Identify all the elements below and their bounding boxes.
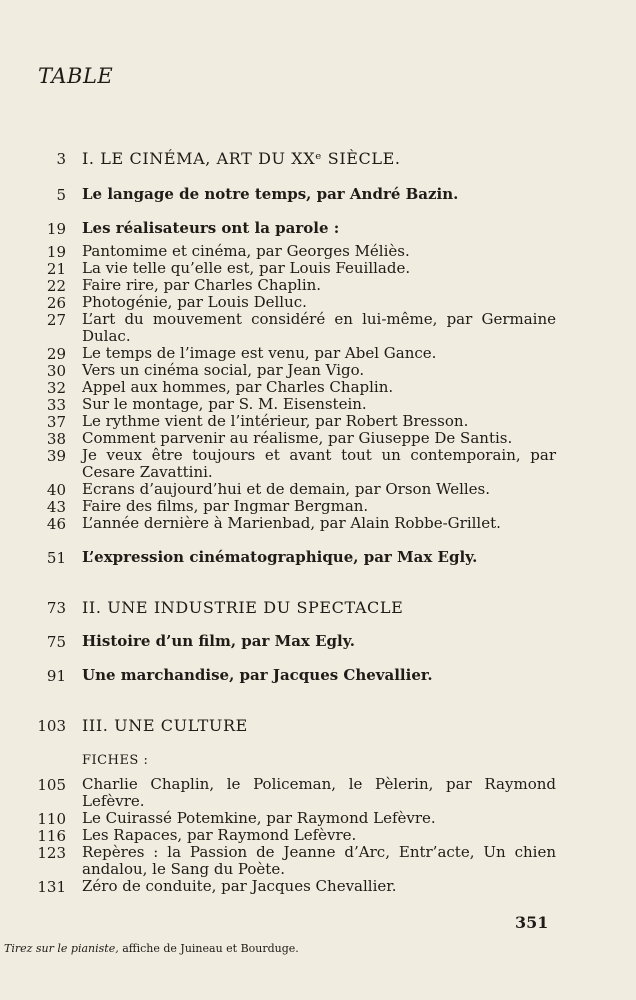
toc-page-number: 19 bbox=[46, 243, 66, 261]
toc-entry-line: L’année dernière à Marienbad, par Alain Robbe-Grillet. bbox=[82, 514, 501, 532]
toc-entry-line: FICHES : bbox=[82, 753, 149, 768]
toc-entry-text bbox=[82, 810, 556, 827]
toc-page-number: 73 bbox=[46, 599, 66, 617]
toc-entry-text bbox=[82, 413, 556, 430]
toc-entry-continuation: Lefèvre. bbox=[82, 792, 145, 810]
toc-entry-text bbox=[82, 498, 556, 515]
toc-entry-text bbox=[82, 515, 556, 532]
toc-entry-line: Pantomime et cinéma, par Georges Méliès. bbox=[82, 242, 410, 260]
toc-entry-line: Histoire d’un film, par Max Egly. bbox=[82, 632, 355, 650]
toc-entry-text bbox=[82, 345, 556, 362]
toc-entry-line: Ecrans d’aujourd’hui et de demain, par Orson Welles. bbox=[82, 480, 491, 498]
toc-entry-line: L’expression cinématographique, par Max Egly. bbox=[82, 548, 478, 566]
toc-entry-text bbox=[82, 220, 556, 237]
toc-page-number: 26 bbox=[46, 294, 66, 312]
caption-title: Tirez sur le pianiste, bbox=[4, 942, 119, 955]
page-title: TABLE bbox=[38, 64, 114, 88]
toc-page-number: 40 bbox=[46, 481, 66, 499]
photo-caption bbox=[4, 942, 299, 955]
toc-page-number: 123 bbox=[37, 844, 66, 862]
toc-entry-line: Charlie Chaplin, le Policeman, le Pèlerin, par Raymond bbox=[82, 775, 556, 793]
toc-page-number: 91 bbox=[46, 667, 66, 685]
toc-entry-text bbox=[82, 447, 556, 481]
toc-entry-line: Le Cuirassé Potemkine, par Raymond Lefèvre. bbox=[82, 809, 436, 827]
toc-entry-line: Les réalisateurs ont la parole : bbox=[82, 219, 340, 237]
toc-page-number: 33 bbox=[46, 396, 66, 414]
toc-page-number: 5 bbox=[56, 186, 66, 204]
toc-page-number: 103 bbox=[37, 717, 66, 735]
toc-entry-line: Faire des films, par Ingmar Bergman. bbox=[82, 497, 369, 515]
toc-page-number: 105 bbox=[37, 776, 66, 794]
toc-page-number: 131 bbox=[37, 878, 66, 896]
toc-page-number: 43 bbox=[46, 498, 66, 516]
toc-page-number: 51 bbox=[46, 549, 66, 567]
toc-entry-text bbox=[82, 599, 556, 616]
toc-entry-text bbox=[82, 294, 556, 311]
toc-entry-line: Je veux être toujours et avant tout un contemporain, par bbox=[82, 446, 556, 464]
toc-entry-text bbox=[82, 752, 556, 769]
toc-entry-text bbox=[82, 667, 556, 684]
toc-page-number: 116 bbox=[37, 827, 66, 845]
toc-entry-text bbox=[82, 844, 556, 878]
toc-page-number: 30 bbox=[46, 362, 66, 380]
toc-page-number: 32 bbox=[46, 379, 66, 397]
toc-entry-line: Le temps de l’image est venu, par Abel Gance. bbox=[82, 344, 437, 362]
toc-entry-line: Une marchandise, par Jacques Chevallier. bbox=[82, 666, 433, 684]
toc-entry-text bbox=[82, 396, 556, 413]
toc-entry-text bbox=[82, 277, 556, 294]
toc-entry-text bbox=[82, 260, 556, 277]
caption-text: affiche de Juineau et Bourduge. bbox=[118, 942, 299, 955]
toc-entry-text bbox=[82, 717, 556, 734]
toc-entry-text bbox=[82, 186, 556, 203]
toc-page-number: 110 bbox=[37, 810, 66, 828]
toc-page-number: 27 bbox=[46, 311, 66, 329]
toc-page-number: 39 bbox=[46, 447, 66, 465]
toc-entry-text bbox=[82, 150, 556, 167]
toc-entry-text bbox=[82, 878, 556, 895]
toc-entry-continuation: Dulac. bbox=[82, 327, 131, 345]
page-number: 351 bbox=[515, 913, 549, 932]
toc-entry-text bbox=[82, 633, 556, 650]
toc-page-number: 75 bbox=[46, 633, 66, 651]
toc-page-number: 29 bbox=[46, 345, 66, 363]
toc-entry-line: Le rythme vient de l’intérieur, par Robert Bresson. bbox=[82, 412, 469, 430]
toc-entry-text bbox=[82, 362, 556, 379]
toc-entry-continuation: andalou, le Sang du Poète. bbox=[82, 860, 285, 878]
toc-entry-line: I. LE CINÉMA, ART DU XXᵉ SIÈCLE. bbox=[82, 149, 401, 168]
toc-entry-text bbox=[82, 549, 556, 566]
toc-entry-text bbox=[82, 311, 556, 345]
toc-entry-line: L’art du mouvement considéré en lui-même, par Germaine bbox=[82, 310, 556, 328]
toc-entry-line: II. UNE INDUSTRIE DU SPECTACLE bbox=[82, 598, 404, 617]
toc-entry-text bbox=[82, 243, 556, 260]
toc-entry-line: Appel aux hommes, par Charles Chaplin. bbox=[82, 378, 394, 396]
toc-entry-text bbox=[82, 827, 556, 844]
toc-entry-text bbox=[82, 379, 556, 396]
toc-entry-text bbox=[82, 430, 556, 447]
toc-entry-text bbox=[82, 481, 556, 498]
toc-entry-line: Photogénie, par Louis Delluc. bbox=[82, 293, 307, 311]
toc-page-number: 37 bbox=[46, 413, 66, 431]
toc-entry-continuation: Cesare Zavattini. bbox=[82, 463, 213, 481]
toc-page-number: 21 bbox=[46, 260, 66, 278]
toc-page-number: 46 bbox=[46, 515, 66, 533]
toc-entry-line: Les Rapaces, par Raymond Lefèvre. bbox=[82, 826, 357, 844]
toc-entry-line: Repères : la Passion de Jeanne d’Arc, Entr’acte, Un chien bbox=[82, 843, 556, 861]
toc-entry-line: La vie telle qu’elle est, par Louis Feuillade. bbox=[82, 259, 411, 277]
toc-page-number: 38 bbox=[46, 430, 66, 448]
toc-page-number: 3 bbox=[56, 150, 66, 168]
toc-entry-line: Faire rire, par Charles Chaplin. bbox=[82, 276, 322, 294]
toc-page-number: 19 bbox=[46, 220, 66, 238]
toc-entry-line: III. UNE CULTURE bbox=[82, 716, 248, 735]
toc-entry-line: Zéro de conduite, par Jacques Chevallier. bbox=[82, 877, 397, 895]
toc-entry-line: Comment parvenir au réalisme, par Giuseppe De Santis. bbox=[82, 429, 513, 447]
toc-page-number: 22 bbox=[46, 277, 66, 295]
toc-entry-line: Sur le montage, par S. M. Eisenstein. bbox=[82, 395, 367, 413]
toc-entry-line: Vers un cinéma social, par Jean Vigo. bbox=[82, 361, 365, 379]
toc-entry-text bbox=[82, 776, 556, 810]
toc-entry-line: Le langage de notre temps, par André Bazin. bbox=[82, 185, 459, 203]
